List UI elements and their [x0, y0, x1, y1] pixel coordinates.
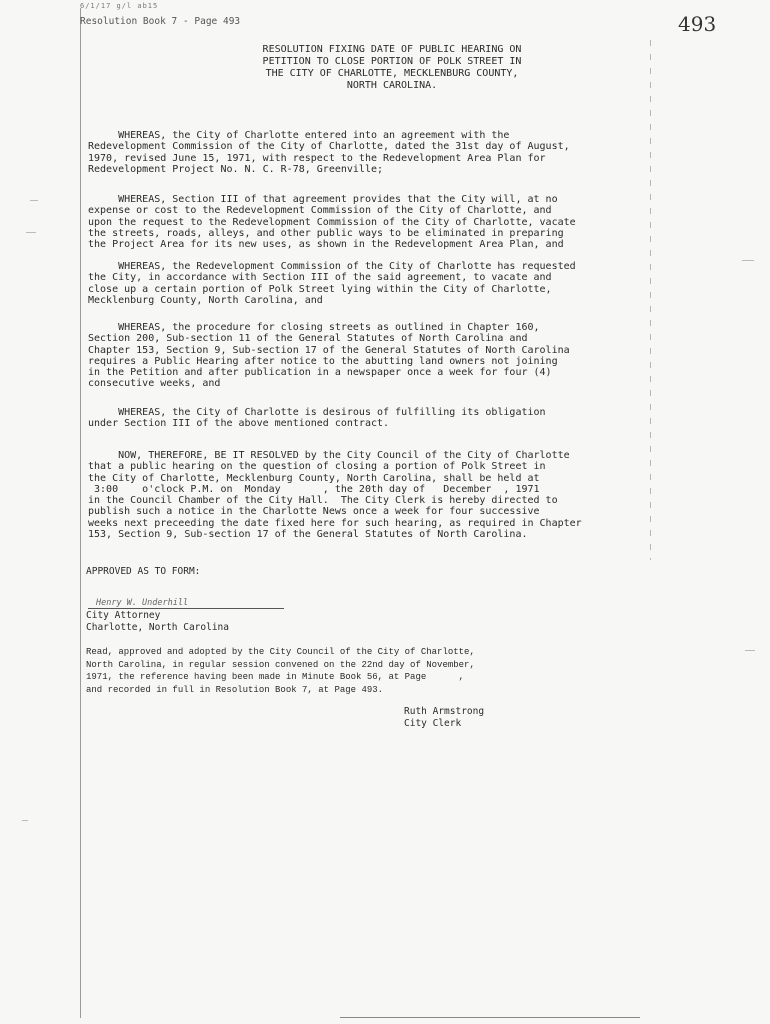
- whereas-paragraph-3: WHEREAS, the Redevelopment Commission of the City of Charlotte has requested the City, in accordance with Section III of the said agreement, to vacate and close up a certain portion of Polk Street lying within the City of Charlotte, Mecklenburg County, North Carolina, and: [88, 261, 576, 306]
- left-margin-line: [80, 8, 81, 1018]
- scan-artifact: [30, 200, 38, 201]
- scan-artifact: [26, 232, 36, 233]
- title-line: THE CITY OF CHARLOTTE, MECKLENBURG COUNTY,: [265, 68, 519, 79]
- signature-line: [88, 608, 284, 609]
- attorney-city: Charlotte, North Carolina: [86, 622, 229, 633]
- title-line: NORTH CAROLINA.: [346, 80, 438, 91]
- header-book-page: Resolution Book 7 - Page 493: [80, 16, 241, 27]
- whereas-paragraph-1: WHEREAS, the City of Charlotte entered into an agreement with the Redevelopment Commission of the City of Charlotte, dated the 31st day of August, 1970, revised June 15, 1971, with respect to the Redevelopment Area Plan for Redevelopment Project No. N. C. R-78, Greenville;: [88, 130, 570, 175]
- page-number: 493: [678, 12, 717, 36]
- clerk-title: City Clerk: [404, 717, 462, 729]
- attorney-signature: Henry W. Underhill: [96, 598, 189, 608]
- scan-artifact: [745, 650, 755, 651]
- scan-artifact: [742, 260, 754, 261]
- resolved-paragraph: NOW, THEREFORE, BE IT RESOLVED by the City Council of the City of Charlotte that a public hearing on the question of closing a portion of Polk Street in the City of Charlotte, Mecklenburg County, North Carolina, shall be held at 3:00 o'clock P.M. on Monday , the 20th day of December , 1971 in the Council Chamber of the City Hall. The City Clerk is hereby directed to publish such a notice in the Charlotte News once a week for four successive weeks next preceeding the date fixed here for such hearing, as required in Chapter 153, Section 9, Sub-section 17 of the General Statutes of North Carolina.: [88, 450, 582, 541]
- adoption-note: Read, approved and adopted by the City Council of the City of Charlotte, North Carolina, in regular session convened on the 22nd day of November, 1971, the reference having been made in Minute Book 56, at Page , and recorded in full in Resolution Book 7, at Page 493.: [86, 647, 475, 695]
- whereas-paragraph-5: WHEREAS, the City of Charlotte is desirous of fulfilling its obligation under Section III of the above mentioned contract.: [88, 407, 546, 430]
- header-reference: 6/1/17 g/l ab15: [80, 2, 159, 10]
- whereas-paragraph-4: WHEREAS, the procedure for closing streets as outlined in Chapter 160, Section 200, Sub-section 11 of the General Statutes of North Carolina and Chapter 153, Section 9, Sub-section 17 of the General Statutes of North Carolina requires a Public Hearing after notice to the abutting land owners not joining in the Petition and after publication in a newspaper once a week for four (4) consecutive weeks, and: [88, 322, 570, 390]
- approved-label: APPROVED AS TO FORM:: [86, 566, 201, 577]
- clerk-name: Ruth Armstrong: [404, 706, 485, 717]
- resolution-title: [232, 44, 552, 92]
- bottom-edge-line: [340, 1017, 640, 1018]
- title-line: RESOLUTION FIXING DATE OF PUBLIC HEARING ON: [262, 44, 522, 55]
- scan-artifact: [22, 820, 28, 821]
- title-line: PETITION TO CLOSE PORTION OF POLK STREET IN: [262, 56, 522, 67]
- whereas-paragraph-2: WHEREAS, Section III of that agreement provides that the City will, at no expense or cost to the Redevelopment Commission of the City of Charlotte, and upon the request to the Redevelopment Commission of the City of Charlotte, vacate the streets, roads, alleys, and other public ways to be eliminated in preparing the Project Area for its new uses, as shown in the Redevelopment Area Plan, and: [88, 194, 576, 251]
- clerk-block: [404, 706, 484, 729]
- attorney-title: City Attorney: [86, 610, 161, 621]
